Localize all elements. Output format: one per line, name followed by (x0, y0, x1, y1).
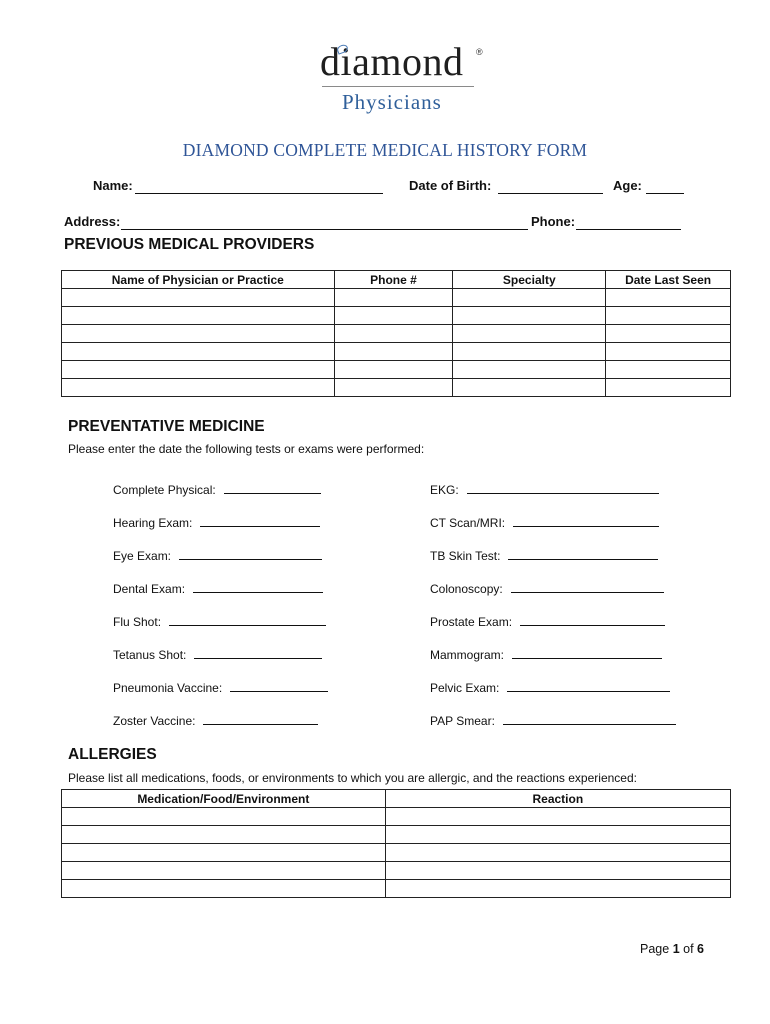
allergies-header-row (62, 790, 731, 808)
table-row (62, 862, 731, 880)
logo (300, 40, 490, 120)
col-medication: Medication/Food/Environment (62, 790, 386, 808)
exam-item-tb-skin-test: TB Skin Test: (430, 548, 658, 563)
col-date-last-seen: Date Last Seen (606, 271, 731, 289)
allergies-heading: ALLERGIES (68, 746, 157, 763)
table-row (62, 343, 731, 361)
exam-item-ekg: EKG: (430, 482, 659, 497)
table-row (62, 379, 731, 397)
address-label: Address: (64, 214, 121, 229)
exam-date-field[interactable] (507, 680, 670, 692)
name-field[interactable] (135, 179, 383, 194)
exam-item-pap-smear: PAP Smear: (430, 713, 676, 728)
table-row (62, 307, 731, 325)
col-reaction: Reaction (385, 790, 730, 808)
exam-item-complete-physical: Complete Physical: (113, 482, 321, 497)
name-label: Name: (93, 178, 133, 193)
exam-date-field[interactable] (179, 548, 322, 560)
table-row (62, 289, 731, 307)
exam-date-field[interactable] (508, 548, 658, 560)
exam-item-flu-shot: Flu Shot: (113, 614, 326, 629)
exam-date-field[interactable] (503, 713, 676, 725)
exam-item-dental: Dental Exam: (113, 581, 323, 596)
logo-divider (322, 86, 474, 87)
exam-item-pneumonia: Pneumonia Vaccine: (113, 680, 328, 695)
table-row (62, 361, 731, 379)
exam-date-field[interactable] (169, 614, 326, 626)
preventative-instruction: Please enter the date the following tests or exams were performed: (68, 442, 425, 456)
table-row (62, 844, 731, 862)
table-row (62, 325, 731, 343)
exam-date-field[interactable] (203, 713, 318, 725)
logo-wordmark: diamond (320, 39, 464, 84)
col-physician: Name of Physician or Practice (62, 271, 335, 289)
providers-heading: PREVIOUS MEDICAL PROVIDERS (64, 236, 315, 253)
dob-field[interactable] (498, 179, 603, 194)
allergies-table (61, 789, 731, 898)
exam-date-field[interactable] (194, 647, 322, 659)
exam-item-ct-mri: CT Scan/MRI: (430, 515, 659, 530)
exam-date-field[interactable] (193, 581, 323, 593)
exam-item-zoster: Zoster Vaccine: (113, 713, 318, 728)
table-row (62, 808, 731, 826)
exam-date-field[interactable] (511, 581, 664, 593)
col-specialty: Specialty (453, 271, 606, 289)
exam-date-field[interactable] (200, 515, 320, 527)
exam-item-mammogram: Mammogram: (430, 647, 662, 662)
age-field[interactable] (646, 179, 684, 194)
exam-date-field[interactable] (467, 482, 659, 494)
exam-item-colonoscopy: Colonoscopy: (430, 581, 664, 596)
exam-item-hearing: Hearing Exam: (113, 515, 320, 530)
exam-item-pelvic: Pelvic Exam: (430, 680, 670, 695)
exam-date-field[interactable] (230, 680, 328, 692)
page-number: Page 1 of 6 (640, 942, 704, 956)
exam-item-tetanus: Tetanus Shot: (113, 647, 322, 662)
col-phone: Phone # (334, 271, 453, 289)
providers-table (61, 270, 731, 397)
table-row (62, 826, 731, 844)
exam-date-field[interactable] (512, 647, 662, 659)
table-row (62, 880, 731, 898)
providers-header-row (62, 271, 731, 289)
address-field[interactable] (121, 215, 528, 230)
exam-date-field[interactable] (224, 482, 321, 494)
dob-label: Date of Birth: (409, 178, 492, 193)
exam-item-eye: Eye Exam: (113, 548, 322, 563)
registered-mark: ® (476, 47, 483, 57)
exam-date-field[interactable] (520, 614, 665, 626)
phone-field[interactable] (576, 215, 681, 230)
age-label: Age: (613, 178, 642, 193)
exam-item-prostate: Prostate Exam: (430, 614, 665, 629)
phone-label: Phone: (531, 214, 576, 229)
exam-date-field[interactable] (513, 515, 659, 527)
form-title: DIAMOND COMPLETE MEDICAL HISTORY FORM (182, 140, 588, 160)
preventative-heading: PREVENTATIVE MEDICINE (68, 418, 265, 435)
allergies-instruction: Please list all medications, foods, or environments to which you are allergic, and the reactions experienced: (68, 771, 637, 785)
logo-subtitle: Physicians (342, 90, 442, 114)
